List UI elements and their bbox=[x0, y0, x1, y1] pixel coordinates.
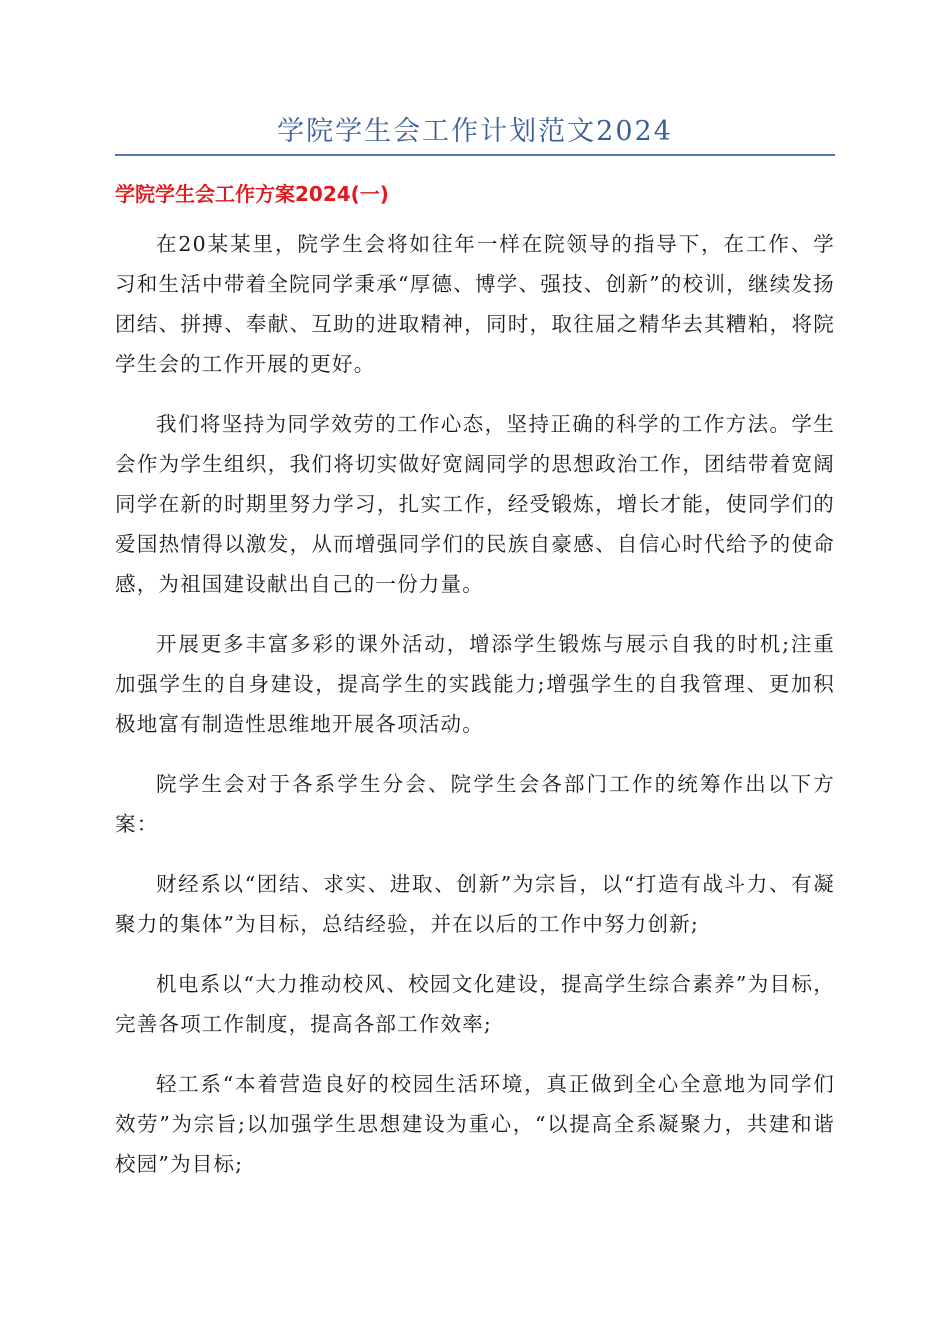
paragraph: 院学生会对于各系学生分会、院学生会各部门工作的统筹作出以下方案： bbox=[115, 772, 835, 836]
paragraph: 轻工系“本着营造良好的校园生活环境，真正做到全心全意地为同学们效劳”为宗旨;以加强学生思想建设为重心，“以提高全系凝聚力，共建和谐校园”为目标; bbox=[115, 1072, 835, 1176]
paragraph: 在20某某里，院学生会将如往年一样在院领导的指导下，在工作、学习和生活中带着全院同学秉承“厚德、博学、强技、创新”的校训，继续发扬团结、拼搏、奉献、互助的进取精神，同时，取往届之精华去其糟粕，将院学生会的工作开展的更好。 bbox=[115, 232, 835, 376]
body-text bbox=[115, 224, 835, 1204]
title-divider bbox=[115, 154, 835, 156]
paragraph: 我们将坚持为同学效劳的工作心态，坚持正确的科学的工作方法。学生会作为学生组织，我们将切实做好宽阔同学的思想政治工作，团结带着宽阔同学在新的时期里努力学习，扎实工作，经受锻炼，增长才能，使同学们的爱国热情得以激发，从而增强同学们的民族自豪感、自信心时代给予的使命感，为祖国建设献出自己的一份力量。 bbox=[115, 412, 835, 596]
page-title: 学院学生会工作计划范文2024 bbox=[277, 116, 673, 147]
section-heading: 学院学生会工作方案2024(一) bbox=[115, 182, 389, 206]
paragraph: 开展更多丰富多彩的课外活动，增添学生锻炼与展示自我的时机;注重加强学生的自身建设，提高学生的实践能力;增强学生的自我管理、更加积极地富有制造性思维地开展各项活动。 bbox=[115, 632, 835, 736]
paragraph: 财经系以“团结、求实、进取、创新”为宗旨，以“打造有战斗力、有凝聚力的集体”为目标，总结经验，并在以后的工作中努力创新; bbox=[115, 872, 835, 936]
paragraph: 机电系以“大力推动校风、校园文化建设，提高学生综合素养”为目标，完善各项工作制度，提高各部工作效率; bbox=[115, 972, 835, 1036]
